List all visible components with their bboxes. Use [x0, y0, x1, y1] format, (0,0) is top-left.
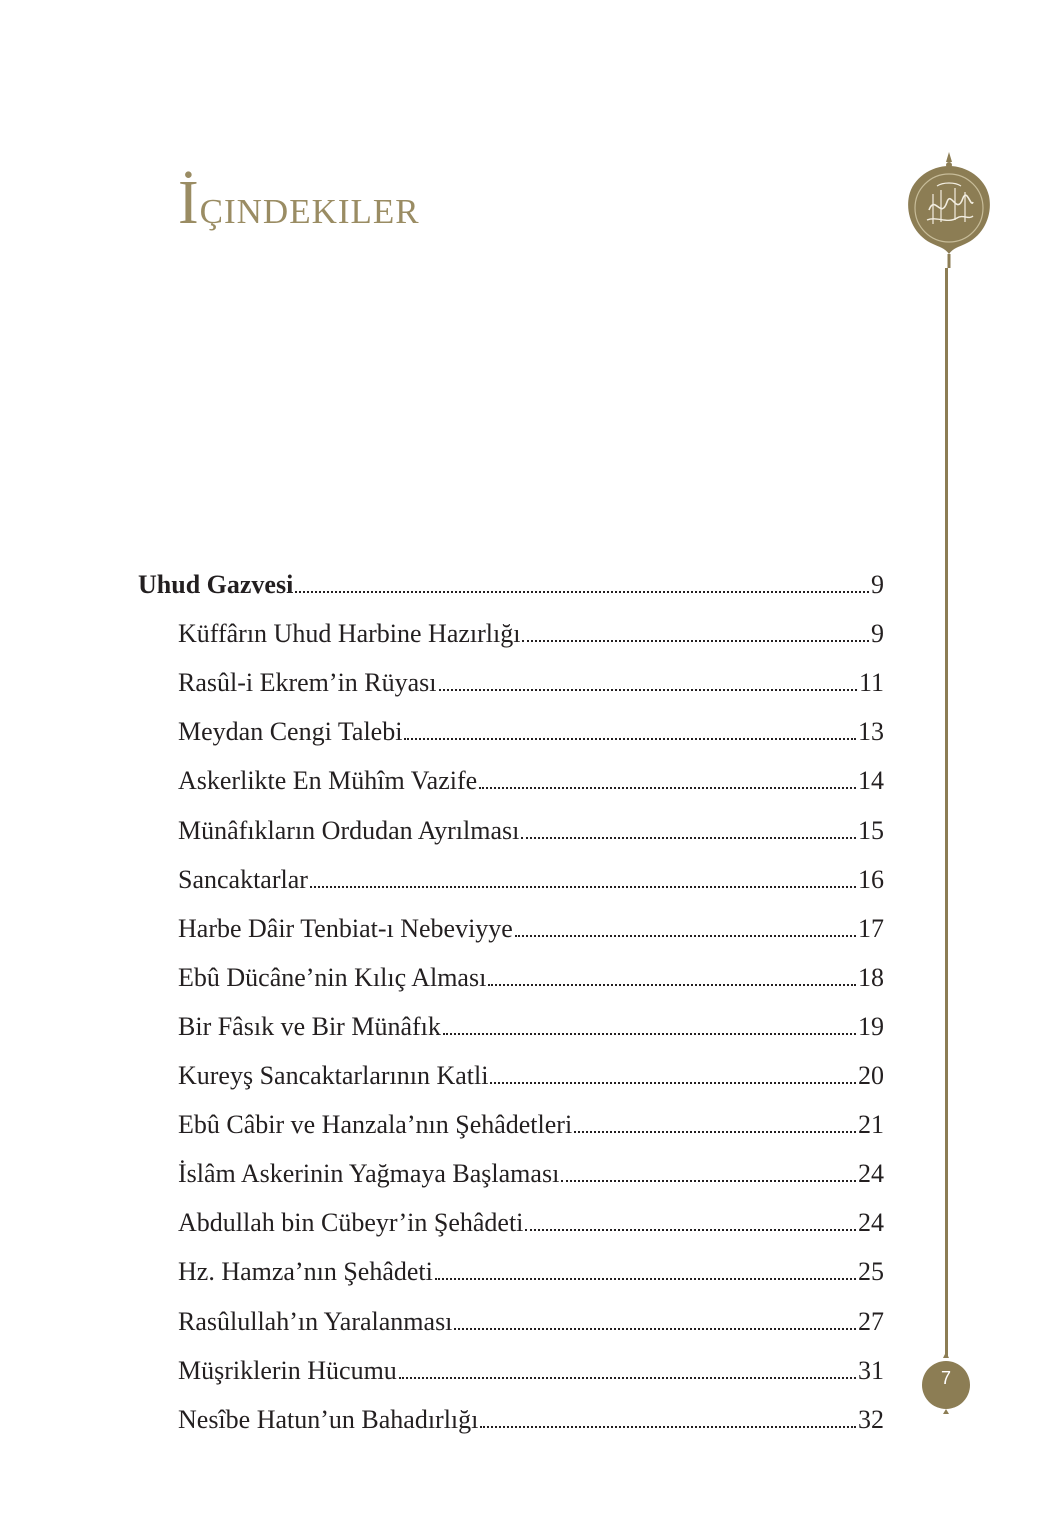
- toc-entry[interactable]: [138, 1142, 884, 1191]
- toc-entry[interactable]: [138, 749, 884, 798]
- toc-entry-label: Küffârın Uhud Harbine Hazırlığı: [178, 619, 521, 649]
- toc-entry-label: İslâm Askerinin Yağmaya Başlaması: [178, 1159, 560, 1189]
- decorative-vertical-line: [945, 268, 948, 1358]
- dot-leader: [561, 1180, 856, 1182]
- toc-entry-page: 27: [858, 1306, 884, 1336]
- toc-entry-page: 9: [871, 570, 884, 600]
- table-of-contents: [138, 553, 884, 1437]
- toc-entry[interactable]: [138, 1240, 884, 1289]
- toc-entry-label: Rasûlullah’ın Yaralanması: [178, 1306, 453, 1336]
- toc-entry-page: 16: [858, 864, 884, 894]
- calligraphy-medallion-icon: [907, 150, 991, 270]
- toc-entry-page: 14: [858, 766, 884, 796]
- toc-entry-page: 31: [858, 1355, 884, 1385]
- toc-entry-page: 18: [858, 962, 884, 992]
- toc-entry-label: Uhud Gazvesi: [138, 570, 294, 600]
- dot-leader: [435, 1278, 856, 1280]
- dot-leader: [515, 935, 856, 937]
- toc-entry-label: Hz. Hamza’nın Şehâdeti: [178, 1257, 433, 1287]
- toc-entry[interactable]: [138, 651, 884, 700]
- toc-entry[interactable]: [138, 1388, 884, 1437]
- toc-entry-page: 9: [871, 619, 884, 649]
- dot-leader: [404, 738, 856, 740]
- toc-entry-label: Sancaktarlar: [178, 864, 308, 894]
- page-title-rest: çindekiler: [199, 178, 420, 234]
- toc-entry[interactable]: [138, 1044, 884, 1093]
- toc-entry-label: Harbe Dâir Tenbiat-ı Nebeviyye: [178, 913, 513, 943]
- toc-entry-page: 24: [858, 1208, 884, 1238]
- toc-entry-label: Nesîbe Hatun’un Bahadırlığı: [178, 1404, 479, 1434]
- toc-entry-page: 32: [858, 1404, 884, 1434]
- page-title: [178, 168, 420, 239]
- toc-entry-page: 21: [858, 1110, 884, 1140]
- toc-entry-label: Askerlikte En Mühîm Vazife: [178, 766, 478, 796]
- toc-entry-label: Ebû Dücâne’nin Kılıç Alması: [178, 962, 487, 992]
- dot-leader: [574, 1131, 856, 1133]
- toc-entry[interactable]: [138, 897, 884, 946]
- toc-main-entry[interactable]: [138, 553, 884, 602]
- toc-entry-page: 19: [858, 1011, 884, 1041]
- toc-entry[interactable]: [138, 848, 884, 897]
- toc-entry[interactable]: [138, 1093, 884, 1142]
- toc-entry[interactable]: [138, 700, 884, 749]
- toc-entry-page: 15: [858, 815, 884, 845]
- toc-entry-label: Meydan Cengi Talebi: [178, 717, 403, 747]
- dot-leader: [488, 984, 856, 986]
- dot-leader: [454, 1328, 856, 1330]
- dot-leader: [522, 640, 869, 642]
- toc-entry[interactable]: [138, 1289, 884, 1338]
- toc-entry-label: Rasûl-i Ekrem’in Rüyası: [178, 668, 437, 698]
- toc-entry-page: 11: [858, 668, 884, 698]
- toc-entry[interactable]: [138, 1191, 884, 1240]
- toc-entry[interactable]: [138, 602, 884, 651]
- dot-leader: [399, 1377, 856, 1379]
- toc-entry-label: Ebû Câbir ve Hanzala’nın Şehâdetleri: [178, 1110, 573, 1140]
- dot-leader: [479, 787, 856, 789]
- toc-entry[interactable]: [138, 946, 884, 995]
- toc-entry-label: Kureyş Sancaktarlarının Katli: [178, 1061, 489, 1091]
- toc-entry[interactable]: [138, 995, 884, 1044]
- dot-leader: [295, 591, 869, 593]
- toc-entry-label: Abdullah bin Cübeyr’in Şehâdeti: [178, 1208, 524, 1238]
- toc-entry-label: Münâfıkların Ordudan Ayrılması: [178, 815, 520, 845]
- page-number: 7: [940, 1368, 951, 1388]
- toc-entry-page: 13: [858, 717, 884, 747]
- dot-leader: [525, 1229, 856, 1231]
- dot-leader: [439, 689, 857, 691]
- toc-entry-label: Bir Fâsık ve Bir Münâfık: [178, 1011, 441, 1041]
- dot-leader: [480, 1426, 856, 1428]
- toc-entry-page: 20: [858, 1061, 884, 1091]
- dot-leader: [490, 1082, 856, 1084]
- toc-entry[interactable]: [138, 1339, 884, 1388]
- toc-entry-label: Müşriklerin Hücumu: [178, 1355, 397, 1385]
- toc-entry[interactable]: [138, 798, 884, 847]
- toc-entry-page: 24: [858, 1159, 884, 1189]
- toc-entry-page: 25: [858, 1257, 884, 1287]
- dot-leader: [521, 837, 856, 839]
- dot-leader: [310, 886, 856, 888]
- dot-leader: [443, 1033, 856, 1035]
- page-title-initial: İ: [178, 169, 200, 237]
- toc-entry-page: 17: [858, 913, 884, 943]
